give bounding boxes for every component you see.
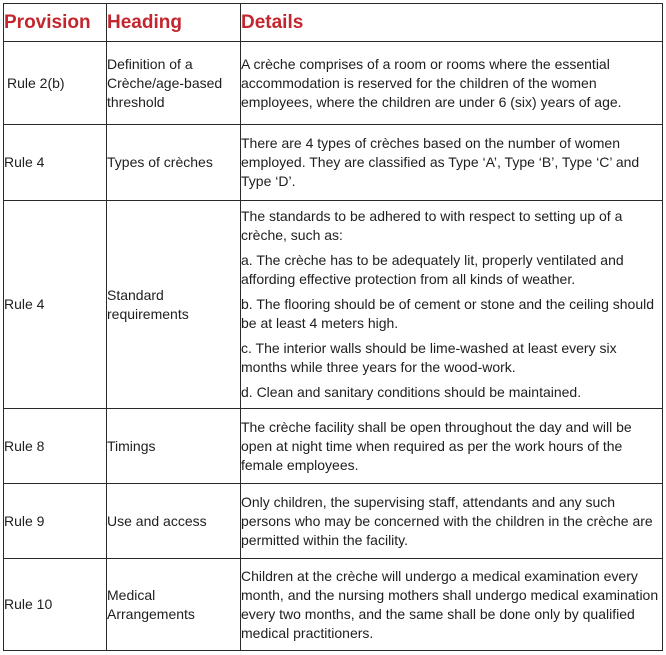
column-header-provision: Provision (4, 4, 107, 42)
heading-cell: Timings (107, 409, 241, 484)
table-row (4, 201, 663, 409)
details-cell (241, 559, 663, 651)
details-cell (241, 484, 663, 559)
details-paragraph: Only children, the supervising staff, attendants and any such persons who may be concerned with the children in the crèche are permitted within the facility. (241, 493, 653, 548)
details-paragraph: A crèche comprises of a room or rooms where the essential accommodation is reserved for the children of the women employees, where the children are under 6 (six) years of age. (241, 55, 622, 110)
details-paragraph: c. The interior walls should be lime-washed at least every six months while three years for the wood-work. (241, 340, 617, 375)
header-row (4, 4, 663, 42)
details-paragraph: d. Clean and sanitary conditions should be maintained. (241, 384, 582, 400)
table-row (4, 42, 663, 125)
table-row (4, 559, 663, 651)
details-cell (241, 125, 663, 201)
provisions-table (3, 3, 663, 651)
heading-cell: Types of crèches (107, 125, 241, 201)
table-row (4, 409, 663, 484)
details-paragraph: The crèche facility shall be open throughout the day and will be open at night time when required as per the work hours of the female employees. (241, 418, 632, 473)
details-cell (241, 409, 663, 484)
heading-cell: Standard requirements (107, 201, 241, 409)
provision-cell: Rule 8 (4, 409, 107, 484)
provision-cell: Rule 9 (4, 484, 107, 559)
details-paragraph: b. The flooring should be of cement or stone and the ceiling should be at least 4 meters high. (241, 296, 655, 331)
provision-cell: Rule 4 (4, 201, 107, 409)
table-row (4, 484, 663, 559)
provision-cell: Rule 4 (4, 125, 107, 201)
details-paragraph: a. The crèche has to be adequately lit, properly ventilated and affording effective protection from all kinds of weather. (241, 252, 624, 287)
details-paragraph: There are 4 types of crèches based on the number of women employed. They are classified as Type ‘A’, Type ‘B’, Type ‘C’ and Type ‘D’. (241, 135, 640, 189)
details-cell (241, 201, 663, 409)
provision-cell: Rule 10 (4, 559, 107, 651)
heading-cell: Use and access (107, 484, 241, 559)
heading-cell: Medical Arrangements (107, 559, 241, 651)
details-paragraph: Children at the crèche will undergo a medical examination every month, and the nursing mothers shall undergo medical examination every two months, and the same shall be done only by qualified medical practitioners. (241, 567, 659, 641)
details-cell (241, 42, 663, 125)
column-header-details: Details (241, 4, 663, 42)
column-header-heading: Heading (107, 4, 241, 42)
details-paragraph: The standards to be adhered to with respect to setting up of a crèche, such as: (241, 208, 623, 243)
table-row (4, 125, 663, 201)
heading-cell: Definition of a Crèche/age-based threshold (107, 42, 241, 125)
provision-cell: Rule 2(b) (4, 42, 107, 125)
